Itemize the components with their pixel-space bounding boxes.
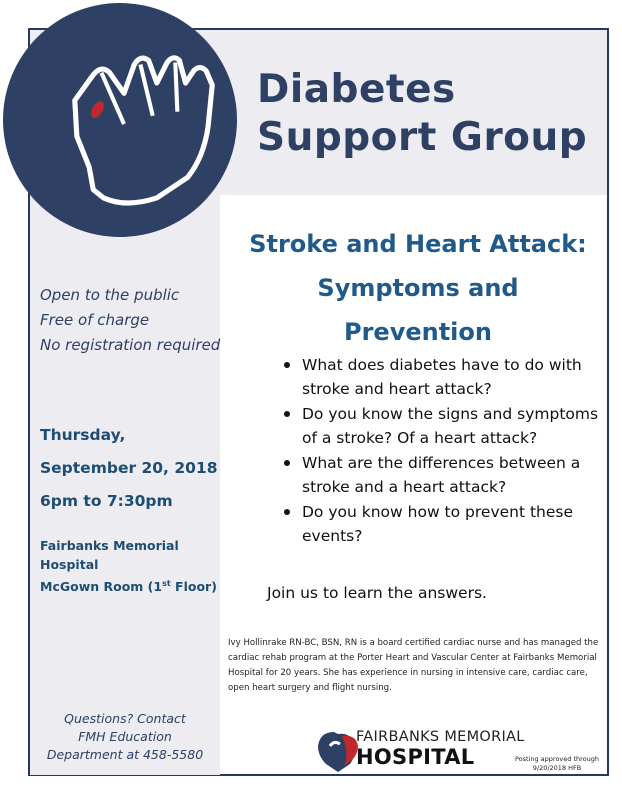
question-text: What are the differences between a stroke and a heart attack? <box>302 454 581 496</box>
event-time: 6pm to 7:30pm <box>40 492 173 510</box>
contact-line: Department at 458-5580 <box>46 747 204 762</box>
question-text: Do you know the signs and symptoms of a stroke? Of a heart attack? <box>302 405 599 447</box>
bullet-icon <box>284 460 290 466</box>
posting-line-1: Posting approved through <box>514 755 600 763</box>
location-room: McGown Room (1 <box>40 579 163 595</box>
topic-line-1: Stroke and Heart Attack: <box>249 230 587 258</box>
speaker-bio: Ivy Hollinrake RN-BC, BSN, RN is a board certified cardiac nurse and has managed the cardiac rehab program at the Porter Heart and Vascular Center at Fairbanks Memorial Hospital for 20 years. She has experience in nursing in intensive care, cardiac care, open heart surgery and flight nursing. <box>228 638 599 693</box>
contact-line: Questions? Contact <box>64 711 186 726</box>
bullet-icon <box>284 509 290 515</box>
hospital-name-line-2: HOSPITAL <box>356 745 475 769</box>
list-item <box>282 353 602 401</box>
list-item <box>282 500 602 548</box>
location-floor: Floor) <box>170 579 217 595</box>
page-title <box>257 66 587 162</box>
diabetes-hand-logo <box>3 3 237 237</box>
topic-line-2: Symptoms and <box>317 274 519 302</box>
contact-line: FMH Education <box>78 729 172 744</box>
call-to-action: Join us to learn the answers. <box>267 584 487 602</box>
event-date: September 20, 2018 <box>40 459 218 477</box>
title-line-2: Support Group <box>257 115 588 160</box>
event-info <box>40 283 220 358</box>
list-item <box>282 402 602 450</box>
hospital-name-line-1: FAIRBANKS MEMORIAL <box>356 729 525 745</box>
event-datetime <box>40 419 218 518</box>
contact-info <box>40 710 210 764</box>
location-line-3 <box>40 574 217 596</box>
location-line-1: Fairbanks Memorial <box>40 538 179 553</box>
bullet-icon <box>284 362 290 368</box>
posting-approval <box>508 755 606 773</box>
posting-line-2: 9/20/2018 HFB <box>532 764 582 772</box>
intro-item: Open to the public <box>40 286 180 304</box>
question-list <box>282 353 602 549</box>
list-item <box>282 451 602 499</box>
session-topic <box>228 222 608 354</box>
hand-icon <box>3 3 243 243</box>
location-ordinal: st <box>162 579 171 588</box>
topic-line-3: Prevention <box>344 318 492 346</box>
event-day: Thursday, <box>40 426 126 444</box>
event-location <box>40 536 217 596</box>
question-text: Do you know how to prevent these events? <box>302 503 574 545</box>
title-line-1: Diabetes <box>257 67 456 112</box>
intro-item: Free of charge <box>40 311 150 329</box>
intro-item: No registration required <box>40 336 221 354</box>
location-line-2: Hospital <box>40 557 99 572</box>
bullet-icon <box>284 411 290 417</box>
question-text: What does diabetes have to do with stroke and heart attack? <box>302 356 582 398</box>
